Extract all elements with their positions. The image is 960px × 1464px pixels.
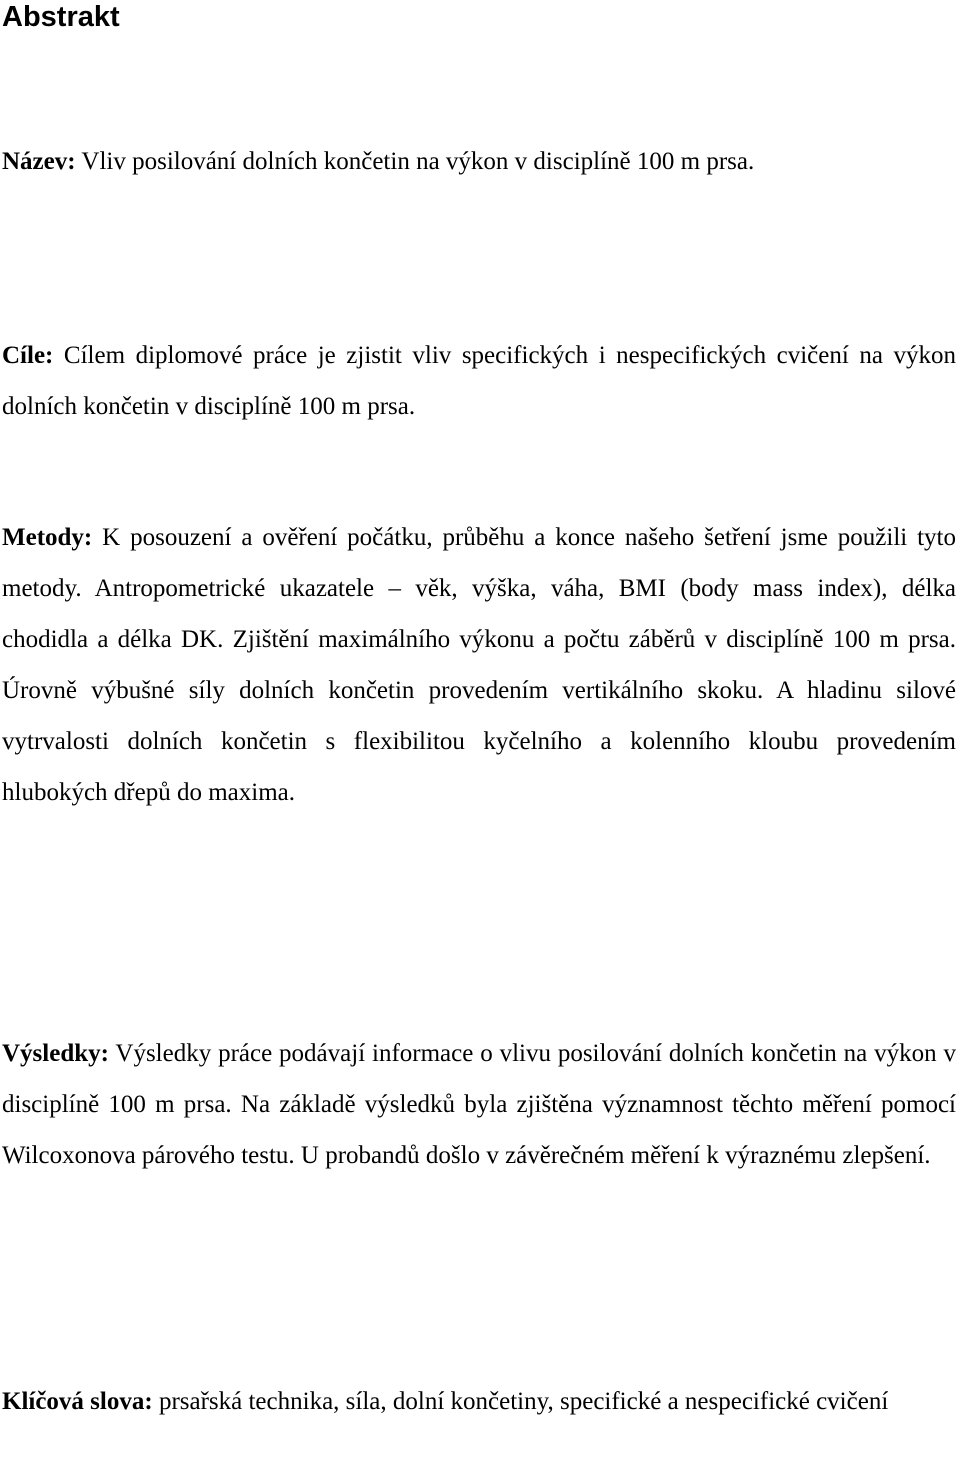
section-metody-label: Metody: xyxy=(2,524,93,551)
section-nazev-label: Název: xyxy=(2,148,76,175)
section-vysledky-text: Výsledky práce podávají informace o vlivu posilování dolních končetin na výkon v disciplíně 100 m prsa. Na základě výsledků byla zjištěna významnost těchto měření pomocí Wilcoxonova párového testu. U probandů došlo v závěrečném měření k výraznému zlepšení. xyxy=(2,1040,956,1169)
section-cile-label: Cíle: xyxy=(2,342,54,369)
section-vysledky-label: Výsledky: xyxy=(2,1040,109,1067)
section-cile-text: Cílem diplomové práce je zjistit vliv specifických i nespecifických cvičení na výkon dolních končetin v disciplíně 100 m prsa. xyxy=(2,342,957,420)
section-metody-text: K posouzení a ověření počátku, průběhu a konce našeho šetření jsme použili tyto metody. Antropometrické ukazatele – věk, výška, váha, BMI (body mass index), délka chodidla a délka DK. Zjištění maximálního výkonu a počtu záběrů v disciplíně 100 m prsa. Úrovně výbušné síly dolních končetin provedením vertikálního skoku. A hladinu silové vytrvalosti dolních končetin s flexibilitou kyčelního a kolenního kloubu provedením hlubokých dřepů do maxima. xyxy=(2,524,956,806)
section-vysledky xyxy=(2,1028,956,1181)
section-nazev xyxy=(2,136,956,187)
page-title: Abstrakt xyxy=(2,1,120,33)
section-klicova-slova xyxy=(2,1376,956,1427)
section-nazev-text: Vliv posilování dolních končetin na výkon v disciplíně 100 m prsa. xyxy=(81,148,755,175)
section-klicova-slova-text: prsařská technika, síla, dolní končetiny, specifické a nespecifické cvičení xyxy=(158,1388,889,1415)
section-metody xyxy=(2,512,956,818)
section-klicova-slova-label: Klíčová slova: xyxy=(2,1388,153,1415)
section-cile xyxy=(2,330,956,432)
